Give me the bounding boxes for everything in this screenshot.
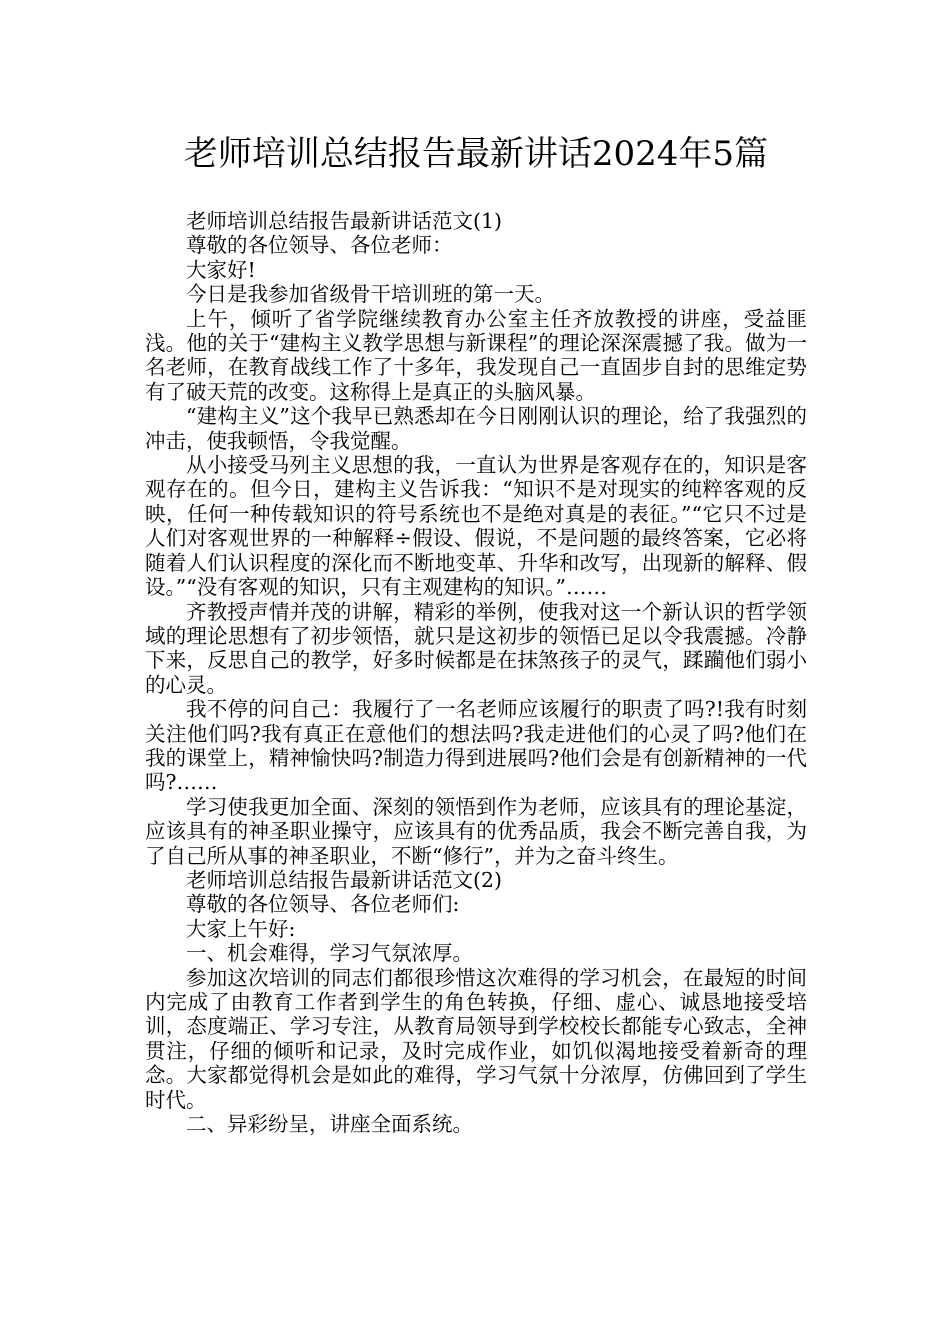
paragraph: 尊敬的各位领导、各位老师： [186,233,453,258]
paragraph: “建构主义”这个我早已熟悉却在今日刚刚认识的理论，给了我强烈的冲击，使我顿悟，令我觉醒。 [145,404,807,453]
document-page [145,130,807,1136]
paragraph: 一、机会难得，学习气氛浓厚。 [186,941,473,966]
paragraph: 齐教授声情并茂的讲解，精彩的举例，使我对这一个新认识的哲学领域的理论思想有了初步领悟，就只是这初步的领悟已足以令我震撼。冷静下来，反思自己的教学，好多时候都是在抹煞孩子的灵气，蹂躏他们弱小的心灵。 [145,599,807,697]
paragraph: 老师培训总结报告最新讲话范文(1) [186,209,503,233]
paragraph: 大家上午好: [186,916,296,941]
paragraph: 今日是我参加省级骨干培训班的第一天。 [186,282,555,307]
paragraph: 大家好! [186,257,256,282]
document-title: 老师培训总结报告最新讲话2024年5篇 [183,134,769,174]
paragraph: 我不停的问自己：我履行了一名老师应该履行的职责了吗?!我有时刻关注他们吗?我有真正在意他们的想法吗?我走进他们的心灵了吗?他们在我的课堂上，精神愉快吗?制造力得到进展吗?他们会是有创新精神的一代吗?…… [145,697,807,795]
paragraph: 二、异彩纷呈，讲座全面系统。 [186,1112,473,1137]
paragraph: 上午，倾听了省学院继续教育办公室主任齐放教授的讲座，受益匪浅。他的关于“建构主义教学思想与新课程”的理论深深震撼了我。做为一名老师，在教育战线工作了十多年，我发现自己一直固步自封的思维定势有了破天荒的改变。这称得上是真正的头脑风暴。 [145,306,807,404]
paragraph: 尊敬的各位领导、各位老师们: [186,892,460,917]
paragraph: 学习使我更加全面、深刻的领悟到作为老师，应该具有的理论基淀，应该具有的神圣职业操守，应该具有的优秀品质，我会不断完善自我，为了自己所从事的神圣职业，不断“修行”，并为之奋斗终生。 [145,794,807,868]
paragraph: 参加这次培训的同志们都很珍惜这次难得的学习机会，在最短的时间内完成了由教育工作者到学生的角色转换，仔细、虚心、诚恳地接受培训，态度端正、学习专注，从教育局领导到学校校长都能专心致志，全神贯注，仔细的倾听和记录，及时完成作业，如饥似渴地接受着新奇的理念。大家都觉得机会是如此的难得，学习气氛十分浓厚，仿佛回到了学生时代。 [145,965,807,1112]
paragraph: 从小接受马列主义思想的我，一直认为世界是客观存在的，知识是客观存在的。但今日，建构主义告诉我：“知识不是对现实的纯粹客观的反映，任何一种传载知识的符号系统也不是绝对真是的表征。”“它只不过是人们对客观世界的一种解释÷假设、假说，不是问题的最终答案，它必将随着人们认识程度的深化而不断地变革、升华和改写，出现新的解释、假设。”“没有客观的知识，只有主观建构的知识。”…… [145,453,807,600]
paragraph: 老师培训总结报告最新讲话范文(2) [186,867,503,892]
document-body [145,209,807,1136]
